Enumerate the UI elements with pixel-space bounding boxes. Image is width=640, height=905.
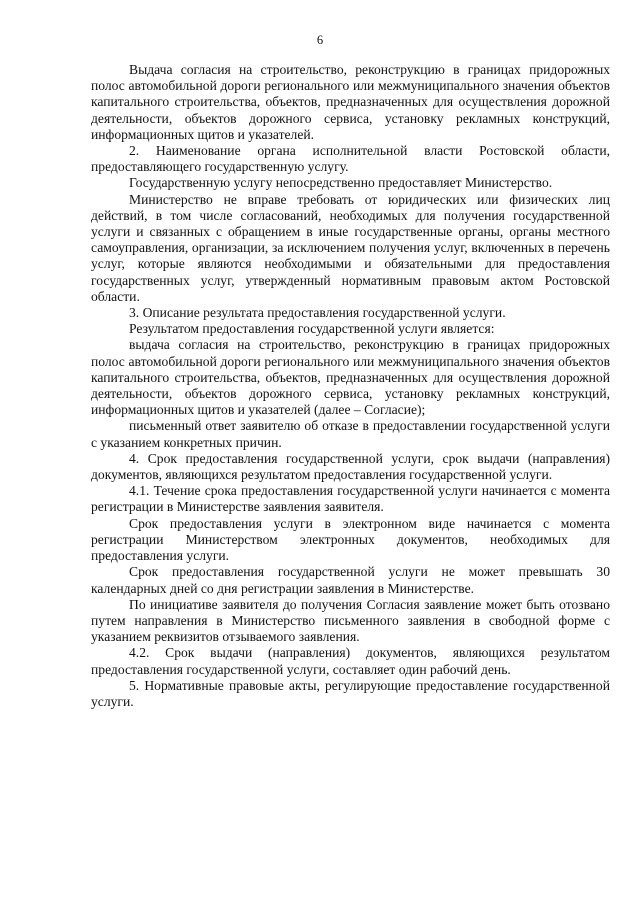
paragraph-section-4-heading: 4. Срок предоставления государственной услуги, срок выдачи (направления) документов, являющихся результатом предоставления государственной услуги. — [91, 450, 610, 483]
paragraph-withdrawal: По инициативе заявителя до получения Согласия заявление может быть отозвано путем направления в Министерство письменного заявления в свободной форме с указанием реквизитов отзываемого заявления. — [91, 596, 610, 645]
paragraph-result-refusal: письменный ответ заявителю об отказе в предоставлении государственной услуги с указанием конкретных причин. — [91, 418, 610, 450]
paragraph-section-4-2: 4.2. Срок выдачи (направления) документов, являющихся результатом предоставления государственной услуги, составляет один рабочий день. — [91, 645, 610, 677]
document-body — [91, 62, 610, 710]
paragraph-electronic-term: Срок предоставления услуги в электронном виде начинается с момента регистрации Министерством электронных документов, необходимых для предоставления услуги. — [91, 515, 610, 564]
paragraph-section-2-heading: 2. Наименование органа исполнительной власти Ростовской области, предоставляющего государственную услугу. — [91, 143, 610, 175]
paragraph-ministry-restrictions: Министерство не вправе требовать от юридических или физических лиц действий, в том числе согласований, необходимых для получения государственной услуги и связанных с обращением в иные государственные органы, органы местного самоуправления, организации, за исключением получения услуг, включенных в перечень услуг, которые являются необходимыми и обязательными для предоставления государственных услуг, утвержденный нормативным правовым актом Ростовской области. — [91, 191, 610, 304]
page-number: 6 — [316, 33, 324, 47]
paragraph-section-3-heading: 3. Описание результата предоставления государственной услуги. — [129, 305, 506, 321]
paragraph-result-consent: выдача согласия на строительство, реконструкцию в границах придорожных полос автомобильной дороги регионального или межмуниципального значения объектов капитального строительства, объектов, предназначенных для осуществления дорожной деятельности, объектов дорожного сервиса, установку рекламных конструкций, информационных щитов и указателей (далее – Согласие); — [91, 337, 610, 418]
paragraph-result-intro: Результатом предоставления государственной услуги является: — [129, 321, 495, 337]
paragraph-max-term: Срок предоставления государственной услуги не может превышать 30 календарных дней со дня регистрации заявления в Министерстве. — [91, 564, 610, 596]
paragraph-service-provider: Государственную услугу непосредственно предоставляет Министерство. — [129, 175, 553, 191]
paragraph-section-4-1: 4.1. Течение срока предоставления государственной услуги начинается с момента регистрации в Министерстве заявления заявителя. — [91, 483, 610, 515]
paragraph-service-name: Выдача согласия на строительство, реконструкцию в границах придорожных полос автомобильной дороги регионального или межмуниципального значения объектов капитального строительства, объектов, предназначенных для осуществления дорожной деятельности, объектов дорожного сервиса, установку рекламных конструкций, информационных щитов и указателей. — [91, 62, 610, 142]
paragraph-section-5-heading: 5. Нормативные правовые акты, регулирующие предоставление государственной услуги. — [91, 677, 610, 709]
